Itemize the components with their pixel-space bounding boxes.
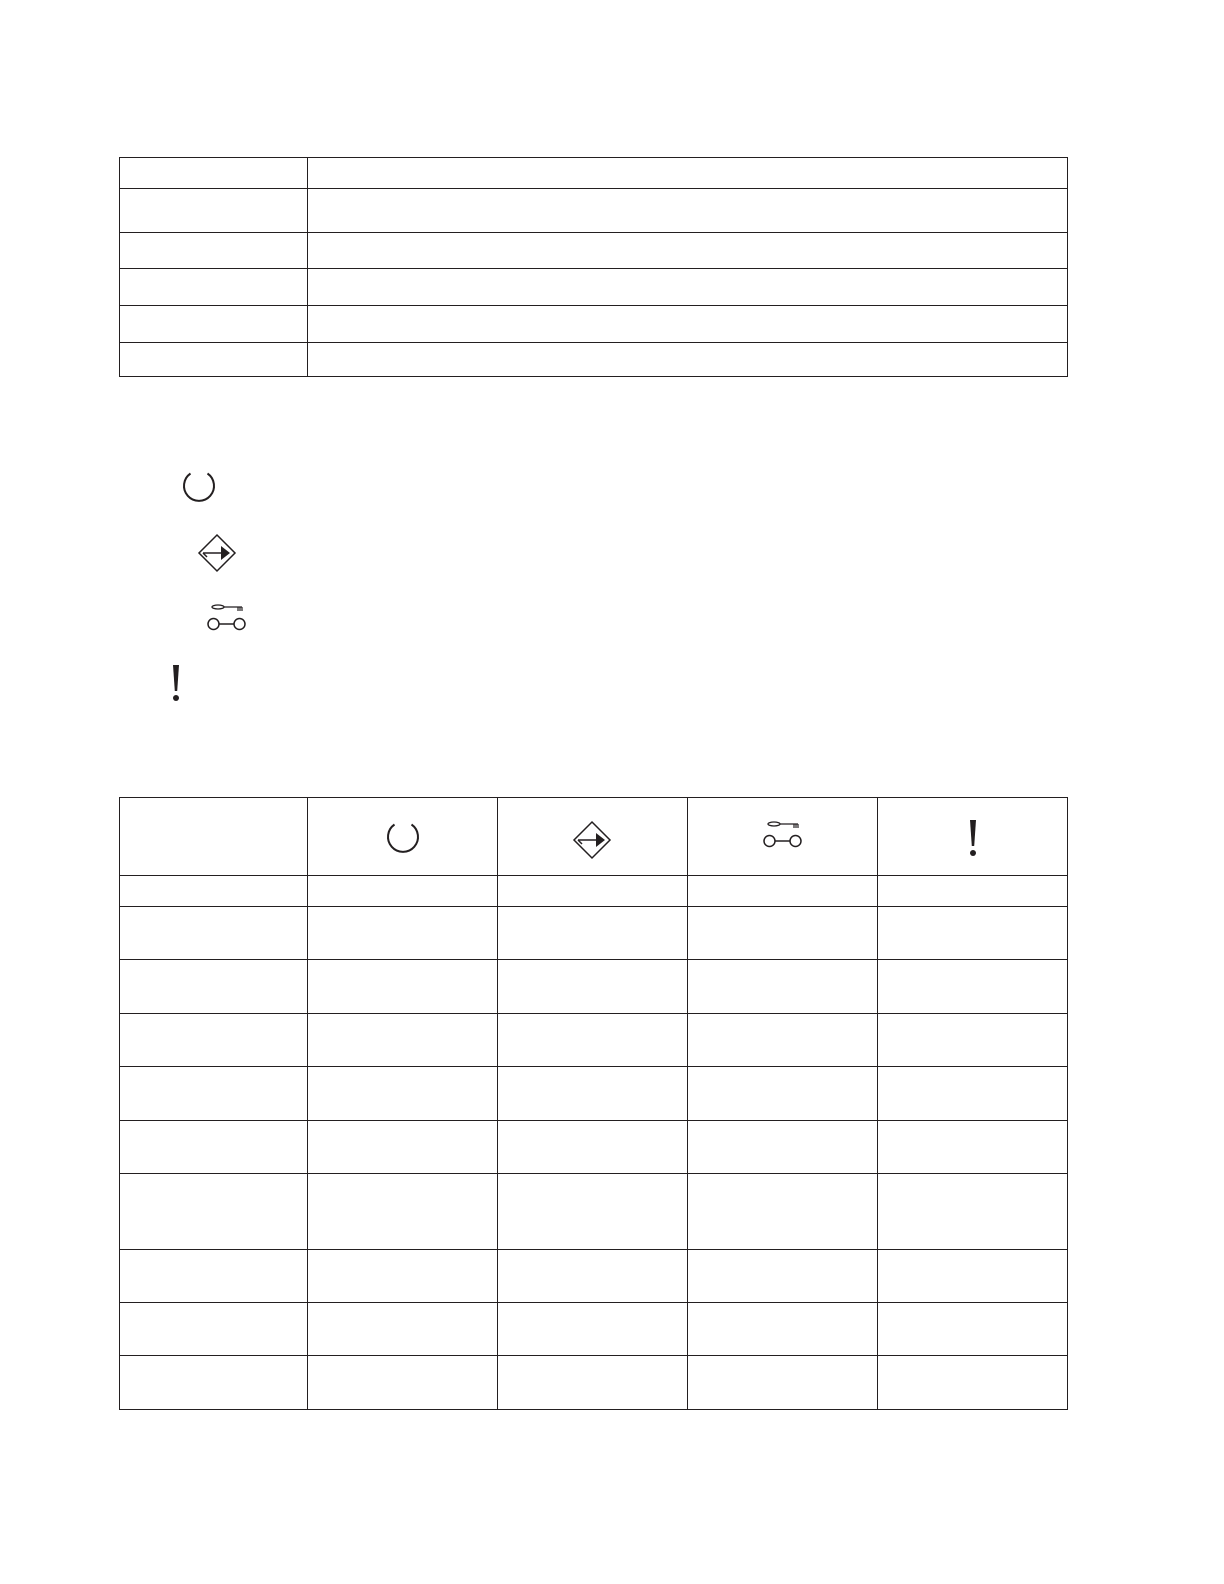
table-cell (498, 1250, 688, 1303)
table-cell (688, 1067, 878, 1121)
exclamation-icon (170, 664, 182, 704)
table-header-cell (308, 798, 498, 876)
table-cell (878, 876, 1068, 907)
key-icon (762, 820, 804, 850)
table-cell (308, 233, 1068, 269)
table-cell (498, 1356, 688, 1410)
table-cell (308, 158, 1068, 189)
table-cell (688, 1303, 878, 1356)
exclamation-icon (967, 819, 979, 859)
table-cell (120, 876, 308, 907)
table-cell (688, 1250, 878, 1303)
table-cell (308, 960, 498, 1014)
table-cell (120, 189, 308, 233)
top-table (119, 157, 1068, 377)
table-row (120, 876, 1068, 907)
table-row (120, 960, 1068, 1014)
table-row (120, 306, 1068, 343)
diamond-arrow-icon (572, 820, 614, 860)
table-cell (688, 960, 878, 1014)
diamond-arrow-icon (197, 533, 239, 573)
table-cell (120, 1250, 308, 1303)
table-row (120, 1174, 1068, 1250)
table-cell (688, 876, 878, 907)
table-cell (308, 306, 1068, 343)
table-row (120, 1014, 1068, 1067)
table-cell (120, 1014, 308, 1067)
table-cell (120, 269, 308, 306)
table-cell (498, 1303, 688, 1356)
table-cell (308, 1174, 498, 1250)
table-cell (308, 1121, 498, 1174)
table-cell (498, 876, 688, 907)
table-cell (120, 1121, 308, 1174)
table-cell (878, 1014, 1068, 1067)
table-cell (120, 306, 308, 343)
table-row (120, 1250, 1068, 1303)
table-header-cell (688, 798, 878, 876)
table-cell (120, 343, 308, 377)
table-row (120, 343, 1068, 377)
table-row (120, 1067, 1068, 1121)
table-cell (878, 1356, 1068, 1410)
table-row (120, 1121, 1068, 1174)
table-cell (878, 1121, 1068, 1174)
table-cell (688, 1356, 878, 1410)
table-cell (498, 1121, 688, 1174)
table-cell (688, 1014, 878, 1067)
table-cell (308, 1014, 498, 1067)
table-cell (308, 907, 498, 960)
table-cell (120, 907, 308, 960)
table-header-row (120, 798, 1068, 876)
table-cell (688, 1121, 878, 1174)
table-cell (878, 1067, 1068, 1121)
table-cell (120, 1067, 308, 1121)
table-cell (878, 960, 1068, 1014)
table-cell (308, 269, 1068, 306)
table-cell (120, 1303, 308, 1356)
table-cell (688, 1174, 878, 1250)
table-cell (120, 960, 308, 1014)
key-icon (206, 603, 248, 633)
power-icon (180, 467, 218, 505)
table-row (120, 158, 1068, 189)
table-cell (120, 1356, 308, 1410)
table-cell (120, 233, 308, 269)
table-header-cell (120, 798, 308, 876)
table-cell (688, 907, 878, 960)
table-cell (878, 907, 1068, 960)
table-row (120, 1303, 1068, 1356)
table-cell (498, 907, 688, 960)
table-cell (498, 960, 688, 1014)
power-icon (384, 818, 422, 856)
table-cell (878, 1174, 1068, 1250)
table-row (120, 907, 1068, 960)
table-cell (498, 1174, 688, 1250)
table-cell (498, 1014, 688, 1067)
table-row (120, 269, 1068, 306)
table-row (120, 233, 1068, 269)
table-cell (308, 876, 498, 907)
table-header-cell (878, 798, 1068, 876)
table-cell (308, 343, 1068, 377)
table-cell (308, 1067, 498, 1121)
table-cell (308, 1250, 498, 1303)
table-cell (120, 1174, 308, 1250)
table-row (120, 189, 1068, 233)
table-cell (308, 189, 1068, 233)
table-cell (120, 158, 308, 189)
table-cell (498, 1067, 688, 1121)
symbol-table (119, 797, 1068, 1410)
table-cell (308, 1356, 498, 1410)
table-cell (308, 1303, 498, 1356)
table-cell (878, 1303, 1068, 1356)
table-row (120, 1356, 1068, 1410)
table-cell (878, 1250, 1068, 1303)
table-header-cell (498, 798, 688, 876)
